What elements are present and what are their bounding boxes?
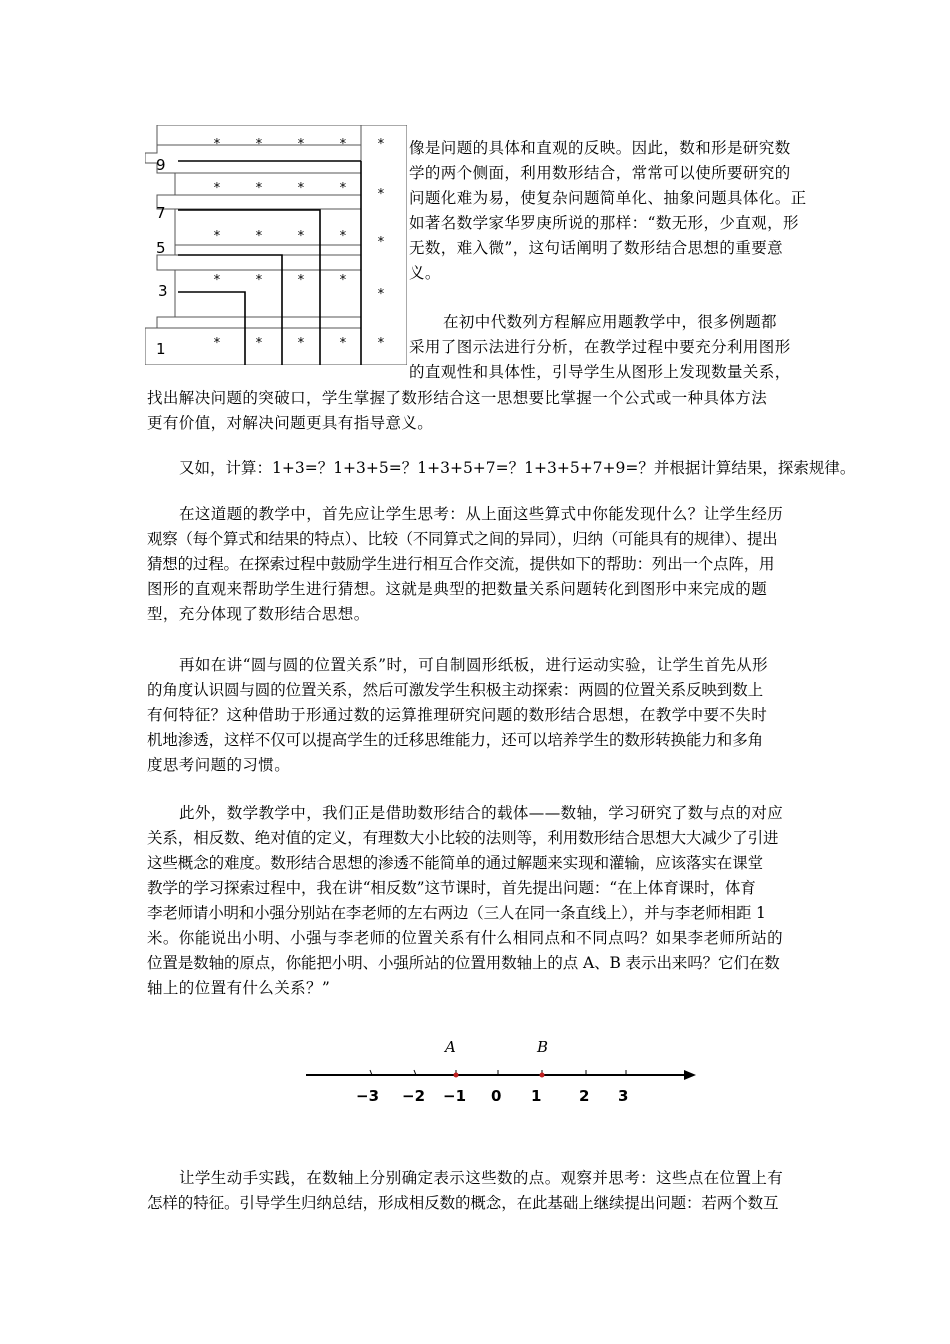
lattice-star: *	[377, 235, 385, 250]
number-line-figure	[300, 1030, 705, 1115]
text-line: 再如在讲“圆与圆的位置关系”时，可自制圆形纸板，进行运动实验，让学生首先从形	[179, 656, 769, 674]
text-line: 图形的直观来帮助学生进行猜想。这就是典型的把数量关系问题转化到图形中来完成的题	[147, 580, 768, 598]
row-number-7: 7	[156, 204, 166, 222]
text-line: 怎样的特征。引导学生归纳总结，形成相反数的概念，在此基础上继续提出问题：若两个数互	[147, 1194, 779, 1212]
tick-label: 0	[491, 1087, 502, 1105]
lattice-star: *	[377, 287, 385, 302]
text-line: 型，充分体现了数形结合思想。	[147, 605, 370, 623]
lattice-star: *	[297, 229, 305, 244]
tick-label: 2	[579, 1087, 590, 1105]
text-line: 关系，相反数、绝对值的定义，有理数大小比较的法则等，利用数形结合思想大大减少了引进	[147, 829, 779, 847]
lattice-star: *	[297, 137, 305, 152]
text-line: 学的两个侧面，利用数形结合，常常可以使所要研究的	[409, 164, 791, 182]
lattice-star: *	[339, 229, 347, 244]
lattice-star: *	[377, 137, 385, 152]
point-b-label: B	[537, 1038, 549, 1056]
point-b-dot	[540, 1073, 545, 1078]
text-line: 猜想的过程。在探索过程中鼓励学生进行相互合作交流，提供如下的帮助：列出一个点阵，用	[147, 555, 775, 573]
text-line: 义。	[409, 264, 441, 282]
row-number-9: 9	[156, 156, 166, 174]
lattice-star: *	[255, 181, 263, 196]
text-line: 在这道题的教学中，首先应让学生思考：从上面这些算式中你能发现什么？让学生经历	[179, 505, 784, 523]
text-line: 更有价值，对解决问题更具有指导意义。	[147, 414, 434, 432]
row-number-1: 1	[156, 340, 166, 358]
tick-label: −2	[402, 1087, 426, 1105]
text-line: 又如，计算：1+3=？1+3+5=？1+3+5+7=？1+3+5+7+9=？并根据计算结果，探索规律。	[179, 459, 856, 477]
lattice-star: *	[297, 336, 305, 351]
text-line: 的角度认识圆与圆的位置关系，然后可激发学生积极主动探索：两圆的位置关系反映到数上	[147, 681, 764, 699]
point-a-dot	[454, 1073, 459, 1078]
text-line: 采用了图示法进行分析，在教学过程中要充分利用图形	[409, 338, 791, 356]
lattice-star: *	[255, 336, 263, 351]
text-line: 让学生动手实践，在数轴上分别确定表示这些数的点。观察并思考：这些点在位置上有	[179, 1169, 784, 1187]
lattice-star: *	[339, 181, 347, 196]
text-line: 米。你能说出小明、小强与李老师的位置关系有什么相同点和不同点吗？如果李老师所站的	[147, 929, 784, 947]
lattice-star: *	[377, 336, 385, 351]
text-line: 如著名数学家华罗庚所说的那样：“数无形，少直观，形	[409, 214, 799, 232]
text-line: 教学的学习探索过程中，我在讲“相反数”这节课时，首先提出问题：“在上体育课时，体育	[147, 879, 756, 897]
lattice-star: *	[213, 336, 221, 351]
lattice-star: *	[213, 137, 221, 152]
lattice-star: *	[339, 273, 347, 288]
lattice-star: *	[255, 229, 263, 244]
lattice-star: *	[377, 187, 385, 202]
lattice-star: *	[297, 181, 305, 196]
text-line: 像是问题的具体和直观的反映。因此，数和形是研究数	[409, 139, 791, 157]
text-line: 李老师请小明和小强分别站在李老师的左右两边（三人在同一条直线上），并与李老师相距 1	[147, 904, 766, 922]
lattice-star: *	[213, 273, 221, 288]
dot-lattice-figure	[145, 125, 407, 365]
lattice-star: *	[255, 137, 263, 152]
text-line: 度思考问题的习惯。	[147, 756, 291, 774]
text-line: 有何特征？这种借助于形通过数的运算推理研究问题的数形结合思想，在教学中要不失时	[147, 706, 768, 724]
row-number-5: 5	[156, 239, 166, 257]
text-line: 问题化难为易，使复杂问题简单化、抽象问题具体化。正	[409, 189, 807, 207]
point-a-label: A	[445, 1038, 456, 1056]
text-line: 的直观性和具体性，引导学生从图形上发现数量关系，	[409, 363, 791, 381]
lattice-star: *	[297, 273, 305, 288]
text-line: 轴上的位置有什么关系？”	[147, 979, 331, 997]
row-number-3: 3	[158, 282, 168, 300]
text-line: 位置是数轴的原点，你能把小明、小强所站的位置用数轴上的点 A、B 表示出来吗？它们在数	[147, 954, 780, 972]
text-line: 在初中代数列方程解应用题教学中，很多例题都	[443, 313, 777, 331]
text-line: 观察（每个算式和结果的特点）、比较（不同算式之间的异同），归纳（可能具有的规律）、提出	[147, 530, 778, 548]
tick-label: 1	[531, 1087, 542, 1105]
tick-label: 3	[618, 1087, 629, 1105]
lattice-star: *	[213, 181, 221, 196]
text-line: 机地渗透，这样不仅可以提高学生的迁移思维能力，还可以培养学生的数形转换能力和多角	[147, 731, 764, 749]
tick-label: −1	[443, 1087, 467, 1105]
lattice-lines	[145, 125, 407, 365]
tick-label: −3	[356, 1087, 380, 1105]
text-line: 无数，难入微”，这句话阐明了数形结合思想的重要意	[409, 239, 784, 257]
lattice-star: *	[339, 137, 347, 152]
lattice-star: *	[213, 229, 221, 244]
lattice-star: *	[255, 273, 263, 288]
text-line: 这些概念的难度。数形结合思想的渗透不能简单的通过解题来实现和灌输，应该落实在课堂	[147, 854, 764, 872]
text-line: 找出解决问题的突破口，学生掌握了数形结合这一思想要比掌握一个公式或一种具体方法	[147, 389, 768, 407]
lattice-star: *	[339, 336, 347, 351]
text-line: 此外，数学教学中，我们正是借助数形结合的载体——数轴，学习研究了数与点的对应	[179, 804, 784, 822]
